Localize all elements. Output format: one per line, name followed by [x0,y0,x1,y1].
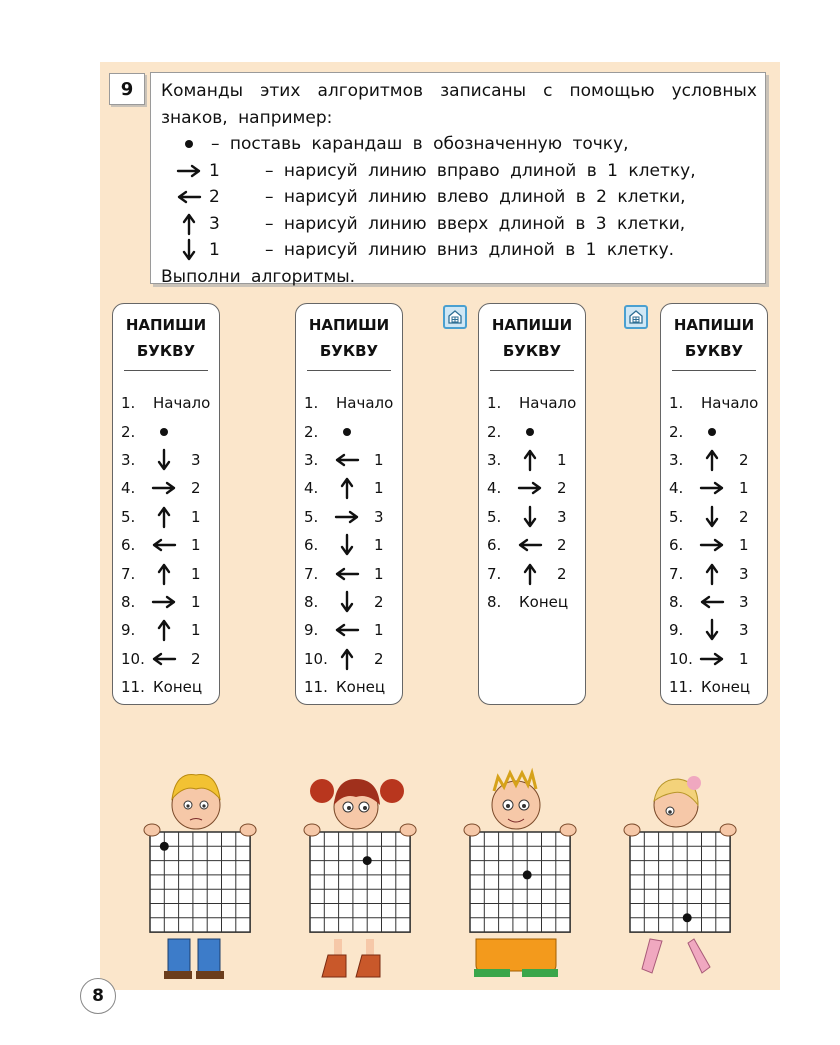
start-dot [160,842,169,851]
step-row [121,645,215,673]
task-conclusion: Выполни алгоритмы. [161,266,356,287]
legend-symbol [175,238,203,262]
card-title [661,312,767,364]
step-symbol [699,481,725,495]
step-label: Конец [153,678,203,697]
arrow-down-icon [340,533,354,557]
step-row [669,503,763,531]
step-count: 3 [557,507,567,526]
step-row [121,673,215,701]
step-row [304,673,398,701]
arrow-left-icon [334,623,360,637]
step-symbol [334,533,360,557]
step-number: 3. [669,450,684,469]
step-number: 7. [669,564,684,583]
step-count: 2 [557,479,567,498]
step-number: 3. [121,450,136,469]
step-label: Начало [519,394,577,413]
step-count: 2 [739,507,749,526]
card-title-line: БУКВУ [136,342,196,360]
step-number: 9. [304,621,319,640]
arrow-up-icon [705,448,719,472]
step-row [487,588,581,616]
step-number: 1. [487,394,502,413]
girl-ballerina-illustration [620,765,738,985]
character-boy-spiky-hair [460,765,578,989]
grid-board [630,832,730,932]
character-girl-pigtails [300,765,418,989]
step-symbol [699,538,725,552]
step-symbol [334,476,360,500]
girl-pigtails-illustration [300,765,418,985]
intro-word: с [543,81,553,101]
step-number: 9. [669,621,684,640]
arrow-up-icon [340,647,354,671]
house-icon [629,310,643,324]
step-count: 3 [739,592,749,611]
step-row [669,588,763,616]
step-count: 1 [374,536,384,555]
arrow-left-icon [699,595,725,609]
home-task-icon [443,305,467,329]
legend-item [161,237,757,264]
arrow-up-icon [157,618,171,642]
step-row [669,531,763,559]
step-symbol [334,510,360,524]
arrow-up-icon [705,562,719,586]
legend-symbol [175,138,203,150]
step-number: 4. [304,479,319,498]
step-row [304,474,398,502]
legend-item [161,131,757,158]
step-row [487,503,581,531]
step-number: 6. [304,536,319,555]
intro-word: помощью [569,81,655,101]
step-count: 3 [739,621,749,640]
step-list [304,389,398,701]
step-count: 3 [374,507,384,526]
arrow-down-icon [523,505,537,529]
boy-blond-illustration [140,765,258,985]
legend-text: – нарисуй линию вверх длиной в 3 клетки, [265,213,686,234]
algorithm-card [112,303,220,705]
step-symbol [699,426,725,438]
start-dot [683,913,692,922]
step-number: 3. [304,450,319,469]
grid-board [310,832,410,932]
step-number: 6. [669,536,684,555]
arrow-up-icon [523,448,537,472]
step-count: 3 [191,450,201,469]
task-number: 9 [109,73,145,105]
step-symbol [151,652,177,666]
step-number: 6. [487,536,502,555]
step-number: 4. [121,479,136,498]
step-symbol [699,595,725,609]
step-number: 8. [121,592,136,611]
step-symbol [151,448,177,472]
step-symbol [151,618,177,642]
step-symbol [151,595,177,609]
intro-word: Команды [161,81,244,101]
step-symbol [151,481,177,495]
step-number: 4. [487,479,502,498]
card-title-line: БУКВУ [319,342,379,360]
step-count: 1 [191,564,201,583]
legend-count: 1 [209,240,220,260]
step-row [121,588,215,616]
arrow-up-icon [523,562,537,586]
step-number: 2. [487,422,502,441]
step-symbol [517,481,543,495]
step-row [669,673,763,701]
boy-spiky-hair-illustration [460,765,578,985]
step-number: 4. [669,479,684,498]
page-number: 8 [80,978,116,1014]
character-boy-blond [140,765,258,989]
step-number: 5. [121,507,136,526]
step-number: 3. [487,450,502,469]
step-symbol [151,426,177,438]
dot-icon [158,426,170,438]
grid-board [470,832,570,932]
arrow-down-icon [157,448,171,472]
step-count: 2 [374,592,384,611]
card-title [113,312,219,364]
step-count: 1 [191,507,201,526]
arrow-left-icon [517,538,543,552]
legend-symbol [175,190,203,204]
step-row [121,616,215,644]
arrow-left-icon [151,652,177,666]
step-count: 1 [739,536,749,555]
intro-word: алгоритмов [317,81,424,101]
card-title-line: НАПИШИ [308,316,390,334]
step-symbol [699,562,725,586]
step-count: 2 [557,536,567,555]
step-count: 2 [191,649,201,668]
step-number: 5. [304,507,319,526]
step-row [304,588,398,616]
intro-line-2: знаков, например: [161,107,333,128]
step-row [304,645,398,673]
arrow-up-icon [182,212,196,236]
step-count: 3 [739,564,749,583]
legend-count: 3 [209,213,220,234]
arrow-right-icon [176,164,202,178]
step-number: 8. [304,592,319,611]
legend-text: – поставь карандаш в обозначенную точку, [211,134,629,154]
step-row [669,559,763,587]
step-label: Начало [336,394,394,413]
step-number: 8. [669,592,684,611]
arrow-right-icon [699,652,725,666]
step-symbol [517,562,543,586]
step-row [304,389,398,417]
step-number: 9. [121,621,136,640]
card-title-line: БУКВУ [684,342,744,360]
arrow-left-icon [176,190,202,204]
step-symbol [699,652,725,666]
dot-icon [524,426,536,438]
legend-item [161,158,757,185]
legend-text: – нарисуй линию влево длиной в 2 клетки, [265,187,686,207]
arrow-down-icon [182,238,196,262]
character-girl-ballerina [620,765,738,989]
step-row [487,474,581,502]
legend-count: 2 [209,187,220,207]
step-count: 1 [374,564,384,583]
step-number: 5. [669,507,684,526]
step-symbol [334,426,360,438]
step-list [487,389,581,616]
card-title-line: НАПИШИ [673,316,755,334]
step-row [669,446,763,474]
arrow-up-icon [157,505,171,529]
step-number: 10. [304,649,328,668]
step-symbol [334,567,360,581]
step-symbol [334,453,360,467]
step-row [487,446,581,474]
arrow-right-icon [517,481,543,495]
card-title-line: НАПИШИ [491,316,573,334]
intro-word: этих [260,81,301,101]
step-row [304,503,398,531]
start-dot [363,856,372,865]
step-row [669,645,763,673]
step-symbol [517,505,543,529]
step-count: 2 [557,564,567,583]
arrow-right-icon [699,481,725,495]
card-title-line: НАПИШИ [125,316,207,334]
step-number: 10. [121,649,145,668]
step-symbol [334,590,360,614]
arrow-left-icon [334,567,360,581]
home-task-icon [624,305,648,329]
step-count: 1 [191,621,201,640]
step-count: 1 [374,450,384,469]
step-row [487,559,581,587]
step-count: 1 [191,536,201,555]
step-row [487,389,581,417]
card-title [296,312,402,364]
arrow-down-icon [705,505,719,529]
card-title [479,312,585,364]
arrow-up-icon [340,476,354,500]
dot-icon [341,426,353,438]
step-number: 5. [487,507,502,526]
step-symbol [699,448,725,472]
intro-line-1 [161,78,757,105]
step-row [121,559,215,587]
step-row [121,417,215,445]
step-symbol [517,426,543,438]
algorithm-card [295,303,403,705]
legend-symbol [175,164,203,178]
step-label: Конец [519,592,569,611]
arrow-left-icon [151,538,177,552]
step-number: 1. [669,394,684,413]
card-divider [307,370,391,371]
step-label: Начало [153,394,211,413]
arrow-down-icon [340,590,354,614]
task-instructions [150,72,766,287]
step-number: 11. [304,678,328,697]
step-symbol [151,538,177,552]
step-row [304,417,398,445]
legend-count: 1 [209,160,220,181]
arrow-left-icon [334,453,360,467]
step-number: 1. [304,394,319,413]
legend-item [161,211,757,238]
step-number: 2. [669,422,684,441]
step-number: 11. [669,678,693,697]
step-row [121,446,215,474]
algorithm-card [660,303,768,705]
legend-symbol [175,212,203,236]
step-number: 6. [121,536,136,555]
intro-word: условных [671,81,757,101]
step-count: 1 [739,479,749,498]
card-divider [490,370,574,371]
arrow-down-icon [705,618,719,642]
step-label: Начало [701,394,759,413]
house-icon [448,310,462,324]
step-number: 7. [487,564,502,583]
step-row [121,474,215,502]
step-row [304,616,398,644]
arrow-right-icon [699,538,725,552]
step-count: 1 [739,649,749,668]
step-row [304,559,398,587]
step-count: 2 [191,479,201,498]
step-number: 1. [121,394,136,413]
step-number: 7. [121,564,136,583]
step-count: 1 [191,592,201,611]
step-count: 1 [557,450,567,469]
step-symbol [517,538,543,552]
step-list [121,389,215,701]
step-symbol [151,505,177,529]
legend-text: – нарисуй линию вниз длиной в 1 клетку. [265,240,675,260]
step-number: 2. [304,422,319,441]
arrow-up-icon [157,562,171,586]
step-count: 2 [739,450,749,469]
step-count: 1 [374,621,384,640]
dot-icon [706,426,718,438]
step-symbol [517,448,543,472]
card-divider [672,370,756,371]
step-label: Конец [336,678,386,697]
step-row [669,389,763,417]
intro-word: записаны [440,81,527,101]
legend-list [161,131,757,264]
step-row [487,531,581,559]
dot-icon [183,138,195,150]
step-number: 10. [669,649,693,668]
step-number: 8. [487,592,502,611]
arrow-right-icon [334,510,360,524]
step-row [121,389,215,417]
step-number: 2. [121,422,136,441]
step-list [669,389,763,701]
step-row [669,474,763,502]
step-row [304,446,398,474]
step-row [121,503,215,531]
step-symbol [699,618,725,642]
legend-text: – нарисуй линию вправо длиной в 1 клетку, [265,160,696,181]
card-title-line: БУКВУ [502,342,562,360]
step-number: 11. [121,678,145,697]
legend-item [161,184,757,211]
card-divider [124,370,208,371]
step-row [669,417,763,445]
arrow-right-icon [151,481,177,495]
start-dot [523,870,532,879]
step-row [487,417,581,445]
step-symbol [334,647,360,671]
arrow-right-icon [151,595,177,609]
step-number: 7. [304,564,319,583]
step-row [669,616,763,644]
step-symbol [699,505,725,529]
step-symbol [334,623,360,637]
algorithm-card [478,303,586,705]
step-row [121,531,215,559]
step-row [304,531,398,559]
step-label: Конец [701,678,751,697]
step-count: 1 [374,479,384,498]
step-symbol [151,562,177,586]
step-count: 2 [374,649,384,668]
